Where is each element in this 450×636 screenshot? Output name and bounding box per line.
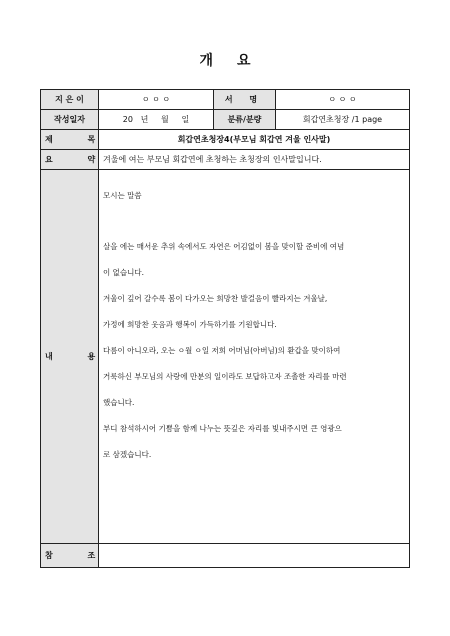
- subject-label: 제 목: [41, 130, 99, 150]
- date-value: 20 년 월 일: [99, 110, 214, 130]
- category-value: 회갑연초청장 /1 page: [276, 110, 410, 130]
- page-title-part-2: 요: [237, 53, 251, 69]
- content-line: 가정에 희망찬 웃음과 행복이 가득하기를 기원합니다.: [103, 320, 277, 329]
- reviewer-label: 서 명: [214, 90, 276, 110]
- content-line: 살을 에는 매서운 추위 속에서도 자연은 어김없이 봄을 맞이할 준비에 여념: [103, 242, 345, 251]
- summary-value: 겨울에 여는 부모님 회갑연에 초청하는 초청장의 인사말입니다.: [99, 150, 410, 170]
- category-label: 분류/분량: [214, 110, 276, 130]
- content-line: 이 없습니다.: [103, 268, 144, 277]
- content-row: [41, 170, 410, 544]
- content-line: 거룩하신 부모님의 사랑에 만분의 일이라도 보답하고자 조촐한 자리를 마련: [103, 372, 347, 381]
- summary-row: [41, 150, 410, 170]
- author-value: ㅇ ㅇ ㅇ: [99, 90, 214, 110]
- content-line: 로 삼겠습니다.: [103, 450, 152, 459]
- content-line: 다름이 아니오라, 오는 ㅇ월 ㅇ일 저희 어머님(아버님)의 환갑을 맞이하여: [103, 346, 341, 355]
- subject-row: [41, 130, 410, 150]
- date-label: 작성일자: [41, 110, 99, 130]
- content-label: 내 용: [41, 170, 99, 544]
- content-line: 겨울이 깊어 갈수록 봄이 다가오는 희망찬 발걸음이 빨라지는 겨울날,: [103, 294, 328, 303]
- content-body: [99, 170, 410, 544]
- page-title-part-1: 개: [199, 53, 213, 69]
- reference-row: [41, 544, 410, 568]
- reviewer-value: ㅇ ㅇ ㅇ: [276, 90, 410, 110]
- summary-label: 요 약: [41, 150, 99, 170]
- content-line: 모시는 말씀: [103, 191, 142, 200]
- reference-label: 참 조: [41, 544, 99, 568]
- date-row: [41, 110, 410, 130]
- page-title: [0, 50, 450, 70]
- content-line: 부디 참석하시어 기쁨을 함께 나누는 뜻깊은 자리를 빛내주시면 큰 영광으: [103, 424, 342, 433]
- subject-value: 회갑연초청장4(부모님 회갑연 겨울 인사말): [99, 130, 410, 150]
- author-row: [41, 90, 410, 110]
- reference-value: [99, 544, 410, 568]
- author-label: 지 은 이: [41, 90, 99, 110]
- content-line: 했습니다.: [103, 398, 135, 407]
- summary-form-table: [40, 89, 410, 568]
